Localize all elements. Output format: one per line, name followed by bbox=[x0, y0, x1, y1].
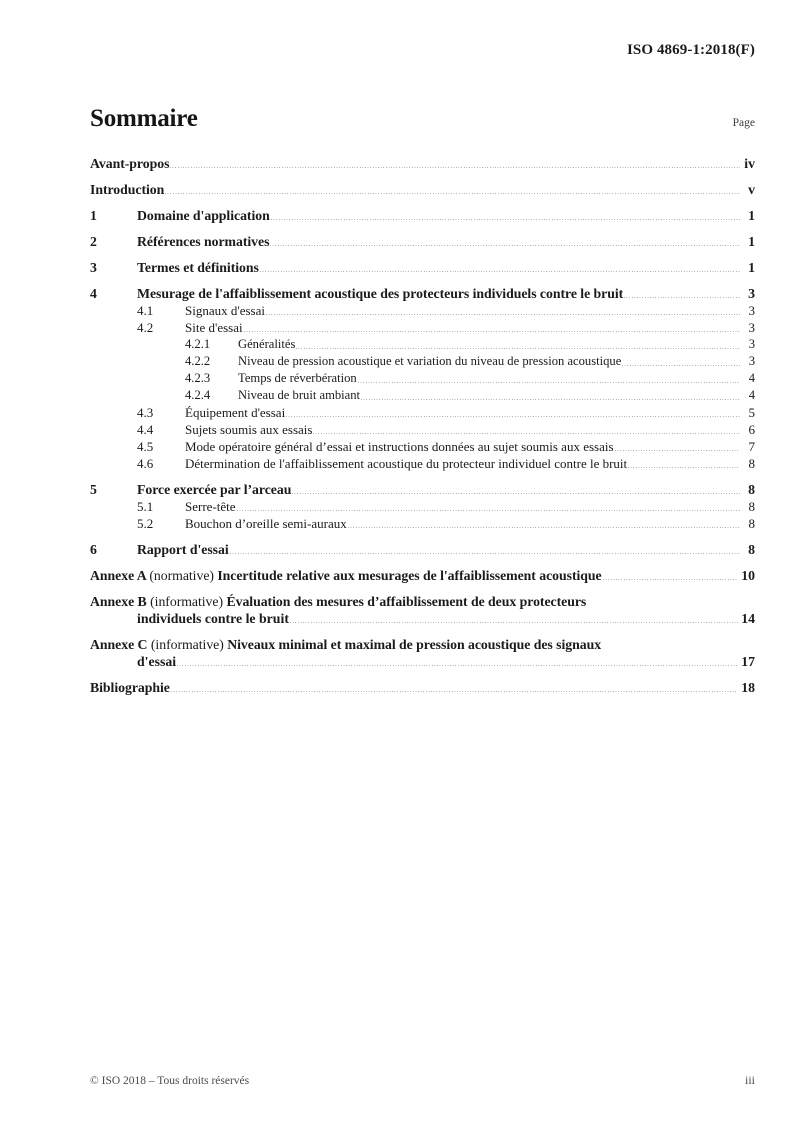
dot-leader bbox=[348, 519, 740, 532]
toc-entry-clause-4-1[interactable] bbox=[90, 302, 755, 319]
toc-entry-clause-5-2[interactable] bbox=[90, 515, 755, 532]
toc-entry-label bbox=[90, 636, 755, 653]
dot-leader bbox=[270, 237, 740, 250]
page-title: Sommaire bbox=[90, 105, 198, 132]
toc-entry-number: 4 bbox=[90, 286, 97, 301]
dot-leader bbox=[615, 442, 740, 455]
annex-title: Niveaux minimal et maximal de pression acoustique des signaux bbox=[227, 637, 602, 652]
toc-entry-number: 1 bbox=[90, 208, 97, 223]
dot-leader bbox=[286, 408, 740, 421]
annex-kind: (informative) bbox=[150, 594, 224, 609]
toc-entry-label: Signaux d'essai bbox=[185, 303, 265, 318]
toc-entry-number: 4.6 bbox=[137, 456, 154, 471]
toc-entry-clause-4-2[interactable] bbox=[90, 319, 755, 336]
annex-title: Évaluation des mesures d’affaiblissement de deux protecteurs bbox=[226, 594, 587, 609]
toc-entry-page: iv bbox=[744, 156, 755, 171]
toc-entry-page: 1 bbox=[748, 260, 755, 275]
dot-leader bbox=[237, 502, 740, 515]
toc-entry-label: Serre-tête bbox=[185, 499, 236, 514]
toc-entry-clause-4[interactable] bbox=[90, 285, 755, 302]
page-folio: iii bbox=[744, 1073, 755, 1087]
toc-entry-page: 3 bbox=[748, 354, 755, 368]
toc-entry-clause-1[interactable] bbox=[90, 207, 755, 224]
dot-leader bbox=[271, 211, 740, 224]
toc-entry-number: 5.1 bbox=[137, 499, 154, 514]
toc-entry-number: 4.4 bbox=[137, 422, 154, 437]
toc-entry-label: Détermination de l'affaiblissement acoustique du protecteur individuel contre le bruit bbox=[185, 456, 628, 471]
toc-entry-clause-4-2-4[interactable] bbox=[90, 387, 755, 404]
dot-leader bbox=[244, 323, 740, 336]
toc-entry-number: 3 bbox=[90, 260, 97, 275]
toc-entry-clause-5-1[interactable] bbox=[90, 498, 755, 515]
toc-entry-introduction[interactable] bbox=[90, 181, 755, 198]
toc-entry-clause-4-6[interactable] bbox=[90, 455, 755, 472]
toc-entry-page: 6 bbox=[748, 422, 755, 437]
toc-entry-label: Bouchon d’oreille semi-auraux bbox=[185, 516, 347, 531]
toc-entry-label: Mesurage de l'affaiblissement acoustique des protecteurs individuels contre le bruit bbox=[137, 286, 624, 301]
dot-leader bbox=[622, 357, 740, 370]
toc-entry-label: Site d'essai bbox=[185, 320, 243, 335]
toc-entry-label: Termes et définitions bbox=[137, 260, 259, 275]
toc-entry-clause-4-5[interactable] bbox=[90, 438, 755, 455]
toc-entry-page: 10 bbox=[741, 568, 755, 583]
toc-entry-number: 6 bbox=[90, 542, 97, 557]
toc-entry-label: Introduction bbox=[90, 182, 165, 197]
toc-entry-bibliographie[interactable] bbox=[90, 679, 755, 696]
toc-entry-page: 4 bbox=[748, 388, 755, 402]
toc-entry-clause-3[interactable] bbox=[90, 259, 755, 276]
toc-entry-label: Avant-propos bbox=[90, 156, 170, 171]
annex-label: Annexe A bbox=[90, 568, 146, 583]
toc-entry-label: Niveau de bruit ambiant bbox=[238, 388, 361, 402]
toc-entry-clause-4-2-1[interactable] bbox=[90, 336, 755, 353]
annex-title-continuation: d'essai bbox=[137, 654, 177, 669]
toc-entry-label bbox=[90, 593, 755, 610]
toc-entry-page: 18 bbox=[741, 680, 755, 695]
toc-entry-page: 8 bbox=[748, 482, 755, 497]
toc-entry-page: 8 bbox=[748, 516, 755, 531]
toc-entry-clause-4-3[interactable] bbox=[90, 404, 755, 421]
dot-leader bbox=[358, 374, 740, 387]
toc-entry-page: 1 bbox=[748, 234, 755, 249]
toc-entry-annexe-c[interactable] bbox=[90, 636, 755, 670]
toc-entry-page: 8 bbox=[748, 499, 755, 514]
annex-kind: (normative) bbox=[149, 568, 214, 583]
annex-continuation-line bbox=[90, 653, 755, 670]
page-footer bbox=[90, 1073, 755, 1088]
toc-entry-label: Bibliographie bbox=[90, 680, 170, 695]
dot-leader bbox=[296, 340, 740, 353]
dot-leader bbox=[290, 614, 738, 627]
running-header-standard-ref: ISO 4869-1:2018(F) bbox=[626, 42, 755, 58]
toc-entry-number: 2 bbox=[90, 234, 97, 249]
dot-leader bbox=[171, 683, 738, 696]
toc-entry-page: 3 bbox=[748, 303, 755, 318]
page-column-header: Page bbox=[732, 117, 755, 129]
dot-leader bbox=[266, 306, 740, 319]
toc-entry-label: Mode opératoire général d’essai et instructions données au sujet soumis aux essais bbox=[185, 439, 614, 454]
dot-leader bbox=[260, 263, 740, 276]
dot-leader bbox=[165, 185, 740, 198]
toc-entry-page: 3 bbox=[748, 286, 755, 301]
toc-entry-page: 8 bbox=[748, 456, 755, 471]
dot-leader bbox=[292, 485, 740, 498]
dot-leader bbox=[230, 545, 740, 558]
toc-entry-annexe-a[interactable] bbox=[90, 567, 755, 584]
toc-title-row bbox=[90, 106, 755, 131]
toc-entry-number: 4.2.2 bbox=[185, 354, 211, 368]
toc-entry-label: Généralités bbox=[238, 337, 296, 351]
toc-entry-number: 4.1 bbox=[137, 303, 154, 318]
annex-label: Annexe B bbox=[90, 594, 147, 609]
dot-leader bbox=[603, 571, 739, 584]
toc-entry-label: Sujets soumis aux essais bbox=[185, 422, 313, 437]
toc-entry-page: 3 bbox=[748, 320, 755, 335]
toc-entry-label: Domaine d'application bbox=[137, 208, 270, 223]
toc-entry-clause-6[interactable] bbox=[90, 541, 755, 558]
toc-entry-clause-5[interactable] bbox=[90, 481, 755, 498]
annex-title: Incertitude relative aux mesurages de l'affaiblissement acoustique bbox=[217, 568, 602, 583]
toc-entry-page: 5 bbox=[748, 405, 755, 420]
toc-entry-number: 4.2.4 bbox=[185, 388, 211, 402]
annex-continuation-line bbox=[90, 610, 755, 627]
copyright-notice: © ISO 2018 – Tous droits réservés bbox=[90, 1075, 250, 1087]
dot-leader bbox=[177, 657, 738, 670]
toc-entry-clause-4-4[interactable] bbox=[90, 421, 755, 438]
toc-entry-page: 14 bbox=[741, 611, 755, 626]
dot-leader bbox=[170, 159, 740, 172]
toc-entry-clause-4-2-3[interactable] bbox=[90, 370, 755, 387]
toc-entry-page: 8 bbox=[748, 542, 755, 557]
toc-entry-label: Niveau de pression acoustique et variation du niveau de pression acoustique bbox=[238, 354, 622, 368]
toc-entry-number: 4.2.1 bbox=[185, 337, 211, 351]
toc-entry-label: Références normatives bbox=[137, 234, 270, 249]
toc-entry-page: 7 bbox=[748, 439, 755, 454]
dot-leader bbox=[313, 425, 740, 438]
toc-entry-label: Équipement d'essai bbox=[185, 405, 286, 420]
toc-entry-number: 5.2 bbox=[137, 516, 154, 531]
toc-entry-label bbox=[90, 567, 602, 584]
toc-entry-number: 4.5 bbox=[137, 439, 154, 454]
annex-kind: (informative) bbox=[150, 637, 224, 652]
toc-entry-page: v bbox=[748, 182, 755, 197]
toc-entry-clause-2[interactable] bbox=[90, 233, 755, 250]
toc-entry-page: 4 bbox=[748, 371, 755, 385]
toc-entry-avant-propos[interactable] bbox=[90, 155, 755, 172]
toc-entry-number: 4.3 bbox=[137, 405, 154, 420]
toc-entry-annexe-b[interactable] bbox=[90, 593, 755, 627]
dot-leader bbox=[624, 289, 740, 302]
dot-leader bbox=[361, 391, 740, 404]
toc-entry-label: Temps de réverbération bbox=[238, 371, 357, 385]
toc-entry-number: 5 bbox=[90, 482, 97, 497]
toc-entry-number: 4.2.3 bbox=[185, 371, 211, 385]
dot-leader bbox=[628, 459, 740, 472]
toc-entry-label: Force exercée par l’arceau bbox=[137, 482, 292, 497]
table-of-contents bbox=[90, 155, 755, 696]
toc-entry-label: Rapport d'essai bbox=[137, 542, 229, 557]
annex-label: Annexe C bbox=[90, 637, 148, 652]
toc-entry-number: 4.2 bbox=[137, 320, 154, 335]
toc-entry-page: 1 bbox=[748, 208, 755, 223]
toc-entry-page: 3 bbox=[748, 337, 755, 351]
annex-title-continuation: individuels contre le bruit bbox=[137, 611, 289, 626]
toc-entry-clause-4-2-2[interactable] bbox=[90, 353, 755, 370]
toc-entry-page: 17 bbox=[741, 654, 755, 669]
